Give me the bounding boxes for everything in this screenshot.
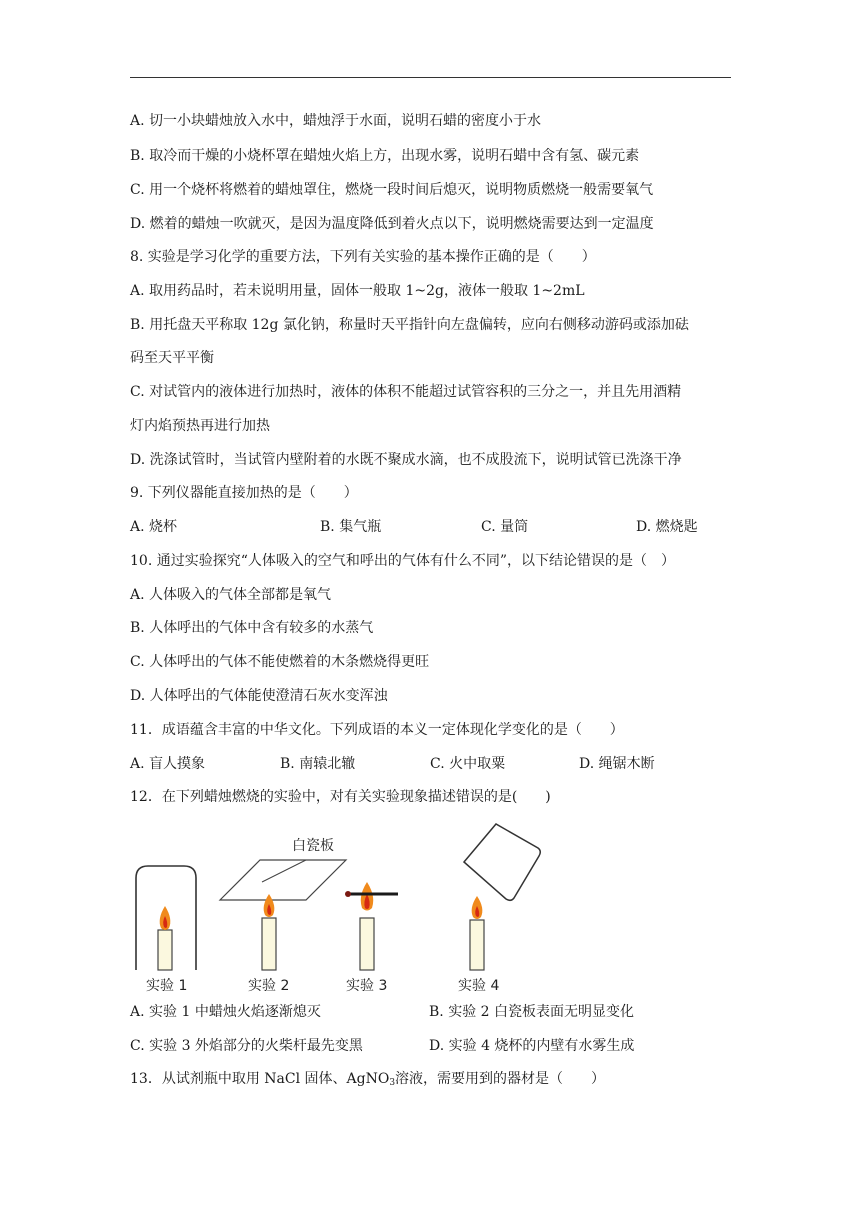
q9-option-c: C. 量筒 xyxy=(481,519,529,535)
plate-label: 白瓷板 xyxy=(292,838,334,854)
caption-experiment-4: 实验 4 xyxy=(458,978,500,994)
caption-experiment-1: 实验 1 xyxy=(146,978,188,994)
match-head-icon xyxy=(345,891,351,897)
candle-icon xyxy=(262,918,276,970)
q10-option-a: A. 人体吸入的气体全部都是氧气 xyxy=(130,587,332,603)
q12-option-b: B. 实验 2 白瓷板表面无明显变化 xyxy=(429,1004,634,1020)
question-10: 10. 通过实验探究“人体吸入的空气和呼出的气体有什么不同”，以下结论错误的是（ ） xyxy=(130,553,676,569)
q10-option-c: C. 人体呼出的气体不能使燃着的木条燃烧得更旺 xyxy=(130,654,430,670)
q7-option-b: B. 取冷而干燥的小烧杯罩在蜡烛火焰上方，出现水雾，说明石蜡中含有氢、碳元素 xyxy=(130,148,640,164)
experiment-4 xyxy=(458,824,540,994)
q11-option-c: C. 火中取粟 xyxy=(430,756,506,772)
q12-option-d: D. 实验 4 烧杯的内壁有水雾生成 xyxy=(429,1038,635,1054)
question-13 xyxy=(130,1069,605,1093)
q13-text-post: 溶液，需要用到的器材是（ ） xyxy=(395,1071,606,1087)
candle-experiments-svg xyxy=(128,820,668,1000)
q12-option-c: C. 实验 3 外焰部分的火柴杆最先变黑 xyxy=(130,1038,363,1054)
q11-option-a: A. 盲人摸象 xyxy=(130,756,206,772)
question-12: 12．在下列蜡烛燃烧的实验中，对有关实验现象描述错误的是( ) xyxy=(130,789,551,805)
q10-option-b: B. 人体呼出的气体中含有较多的水蒸气 xyxy=(130,620,374,636)
q11-option-d: D. 绳锯木断 xyxy=(579,756,655,772)
q8-option-b-line1: B. 用托盘天平称取 12g 氯化钠，称量时天平指针向左盘偏转，应向右侧移动游码或添加砝 xyxy=(130,317,689,333)
question-11: 11．成语蕴含丰富的中华文化。下列成语的本义一定体现化学变化的是（ ） xyxy=(130,722,624,738)
caption-experiment-2: 实验 2 xyxy=(248,978,290,994)
experiment-1 xyxy=(136,866,196,994)
q7-option-d: D. 燃着的蜡烛一吹就灭，是因为温度降低到着火点以下，说明燃烧需要达到一定温度 xyxy=(130,216,654,232)
q8-option-d: D. 洗涤试管时，当试管内壁附着的水既不聚成水滴，也不成股流下，说明试管已洗涤干净 xyxy=(130,452,682,468)
q7-option-c: C. 用一个烧杯将燃着的蜡烛罩住，燃烧一段时间后熄灭，说明物质燃烧一般需要氧气 xyxy=(130,182,654,198)
caption-experiment-3: 实验 3 xyxy=(346,978,388,994)
q11-option-b: B. 南辕北辙 xyxy=(280,756,356,772)
q10-option-d: D. 人体呼出的气体能使澄清石灰水变浑浊 xyxy=(130,688,388,704)
q13-subscript: 3 xyxy=(389,1078,396,1088)
q9-option-a: A. 烧杯 xyxy=(130,519,178,535)
q7-option-a: A. 切一小块蜡烛放入水中，蜡烛浮于水面，说明石蜡的密度小于水 xyxy=(130,113,542,129)
q9-option-b: B. 集气瓶 xyxy=(320,519,382,535)
q12-option-a: A. 实验 1 中蜡烛火焰逐渐熄灭 xyxy=(130,1004,321,1020)
q8-option-a: A. 取用药品时，若未说明用量，固体一般取 1~2g，液体一般取 1~2mL xyxy=(130,283,585,299)
porcelain-plate-icon xyxy=(220,860,346,900)
q8-option-c-line1: C. 对试管内的液体进行加热时，液体的体积不能超过试管容积的三分之一，并且先用酒精 xyxy=(130,384,682,400)
candle-icon xyxy=(360,918,374,970)
q13-text-pre: 13．从试剂瓶中取用 NaCl 固体、AgNO xyxy=(130,1071,390,1087)
question-9: 9. 下列仪器能直接加热的是（ ） xyxy=(130,485,358,501)
plate-pointer-line xyxy=(262,860,306,882)
header-rule xyxy=(130,77,731,78)
candle-icon xyxy=(470,920,484,970)
experiment-3 xyxy=(345,882,398,994)
beaker-icon xyxy=(464,824,540,900)
question-8: 8. 实验是学习化学的重要方法，下列有关实验的基本操作正确的是（ ） xyxy=(130,249,596,265)
candle-experiments-figure xyxy=(128,820,668,1000)
q8-option-c-line2: 灯内焰预热再进行加热 xyxy=(130,418,270,434)
candle-icon xyxy=(158,930,172,970)
experiment-2 xyxy=(220,837,346,994)
q9-option-d: D. 燃烧匙 xyxy=(636,519,698,535)
q8-option-b-line2: 码至天平平衡 xyxy=(130,350,214,366)
